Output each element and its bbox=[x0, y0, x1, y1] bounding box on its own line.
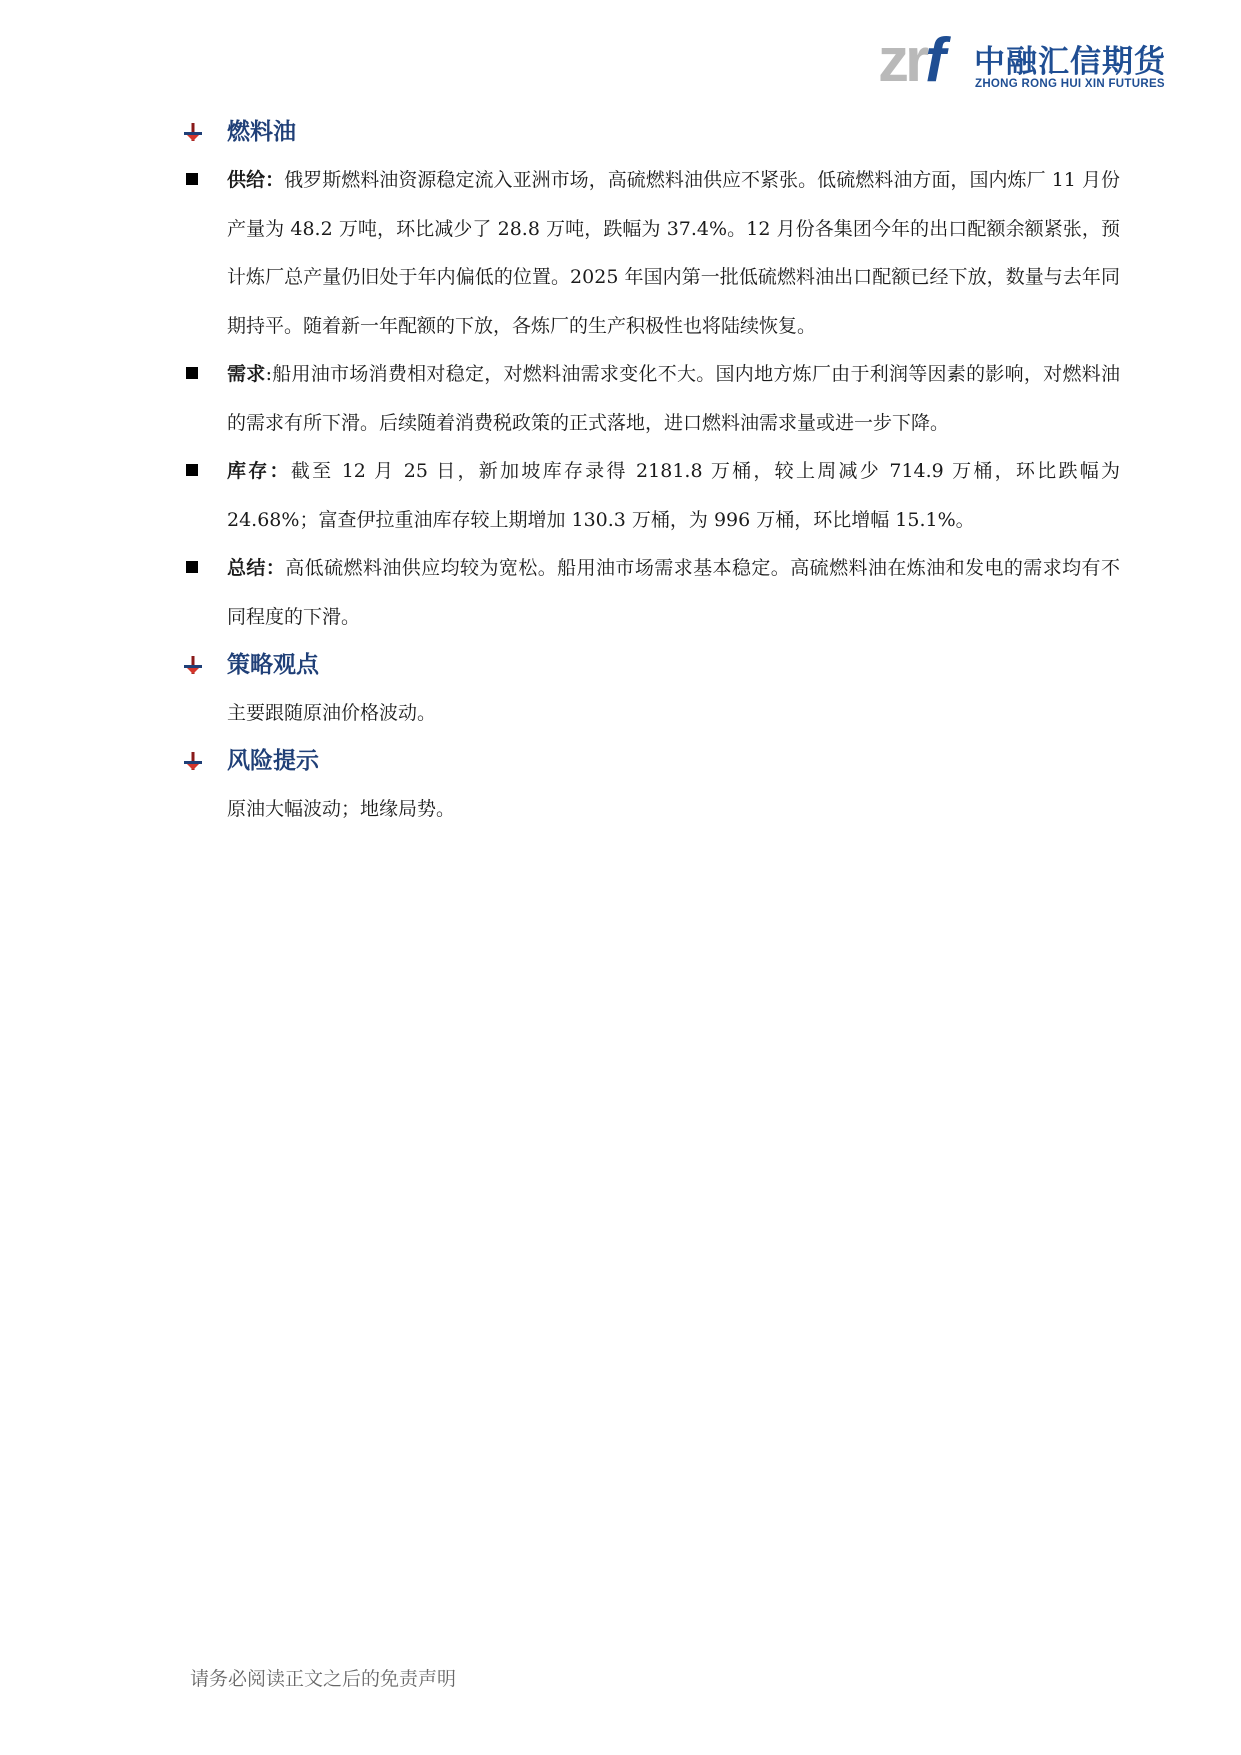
section-title-fuel-oil bbox=[180, 108, 1120, 156]
footer-disclaimer: 请务必阅读正文之后的免责声明 bbox=[190, 1668, 457, 1690]
section-marker-icon bbox=[183, 655, 203, 675]
bullet-text: :船用油市场消费相对稳定，对燃料油需求变化不大。国内地方炼厂由于利润等因素的影响，对燃料油的需求有所下滑。后续随着消费税政策的正式落地，进口燃料油需求量或进一步下降。 bbox=[227, 363, 1120, 434]
logo-mark bbox=[878, 26, 942, 95]
bullet-demand bbox=[180, 350, 1120, 447]
square-bullet-icon bbox=[186, 464, 198, 476]
section-title-strategy bbox=[180, 641, 1120, 689]
company-logo bbox=[878, 28, 1168, 94]
section-marker-icon bbox=[183, 122, 203, 142]
square-bullet-icon bbox=[186, 173, 198, 185]
square-bullet-icon bbox=[186, 367, 198, 379]
section-title-text: 策略观点 bbox=[227, 652, 319, 678]
strategy-text: 主要跟随原油价格波动。 bbox=[227, 702, 437, 724]
bullet-label: 需求 bbox=[227, 363, 266, 385]
logo-chinese-name: 中融汇信期货 bbox=[974, 44, 1166, 80]
bullet-text: 高低硫燃料油供应均较为宽松。船用油市场需求基本稳定。高硫燃料油在炼油和发电的需求均有不同程度的下滑。 bbox=[227, 557, 1120, 628]
section-title-text: 燃料油 bbox=[227, 119, 296, 145]
bullet-inventory bbox=[180, 447, 1120, 544]
bullet-summary bbox=[180, 544, 1120, 641]
square-bullet-icon bbox=[186, 561, 198, 573]
risk-text: 原油大幅波动；地缘局势。 bbox=[227, 798, 456, 820]
section-title-risk bbox=[180, 737, 1120, 785]
bullet-label: 供给： bbox=[227, 169, 285, 191]
logo-english-name: ZHONG RONG HUI XIN FUTURES bbox=[975, 78, 1165, 90]
section-title-text: 风险提示 bbox=[227, 748, 319, 774]
logo-mark-zr: zr bbox=[878, 26, 926, 95]
bullet-text: 截至 12 月 25 日，新加坡库存录得 2181.8 万桶，较上周减少 714.9 万桶，环比跌幅为 24.68%；富查伊拉重油库存较上期增加 130.3 万桶，为 996 万桶，环比增幅 15.1%。 bbox=[227, 460, 1120, 531]
bullet-label: 库存： bbox=[227, 460, 291, 482]
logo-mark-f: f bbox=[925, 26, 942, 95]
bullet-text: 俄罗斯燃料油资源稳定流入亚洲市场，高硫燃料油供应不紧张。低硫燃料油方面，国内炼厂 11 月份产量为 48.2 万吨，环比减少了 28.8 万吨，跌幅为 37.4%。12 月份各集团今年的出口配额余额紧张，预计炼厂总产量仍旧处于年内偏低的位置。2025 年国内第一批低硫燃料油出口配额已经下放，数量与去年同期持平。随着新一年配额的下放，各炼厂的生产积极性也将陆续恢复。 bbox=[227, 169, 1120, 337]
bullet-label: 总结： bbox=[227, 557, 286, 579]
section-marker-icon bbox=[183, 751, 203, 771]
report-body bbox=[180, 108, 1120, 833]
bullet-supply bbox=[180, 156, 1120, 350]
